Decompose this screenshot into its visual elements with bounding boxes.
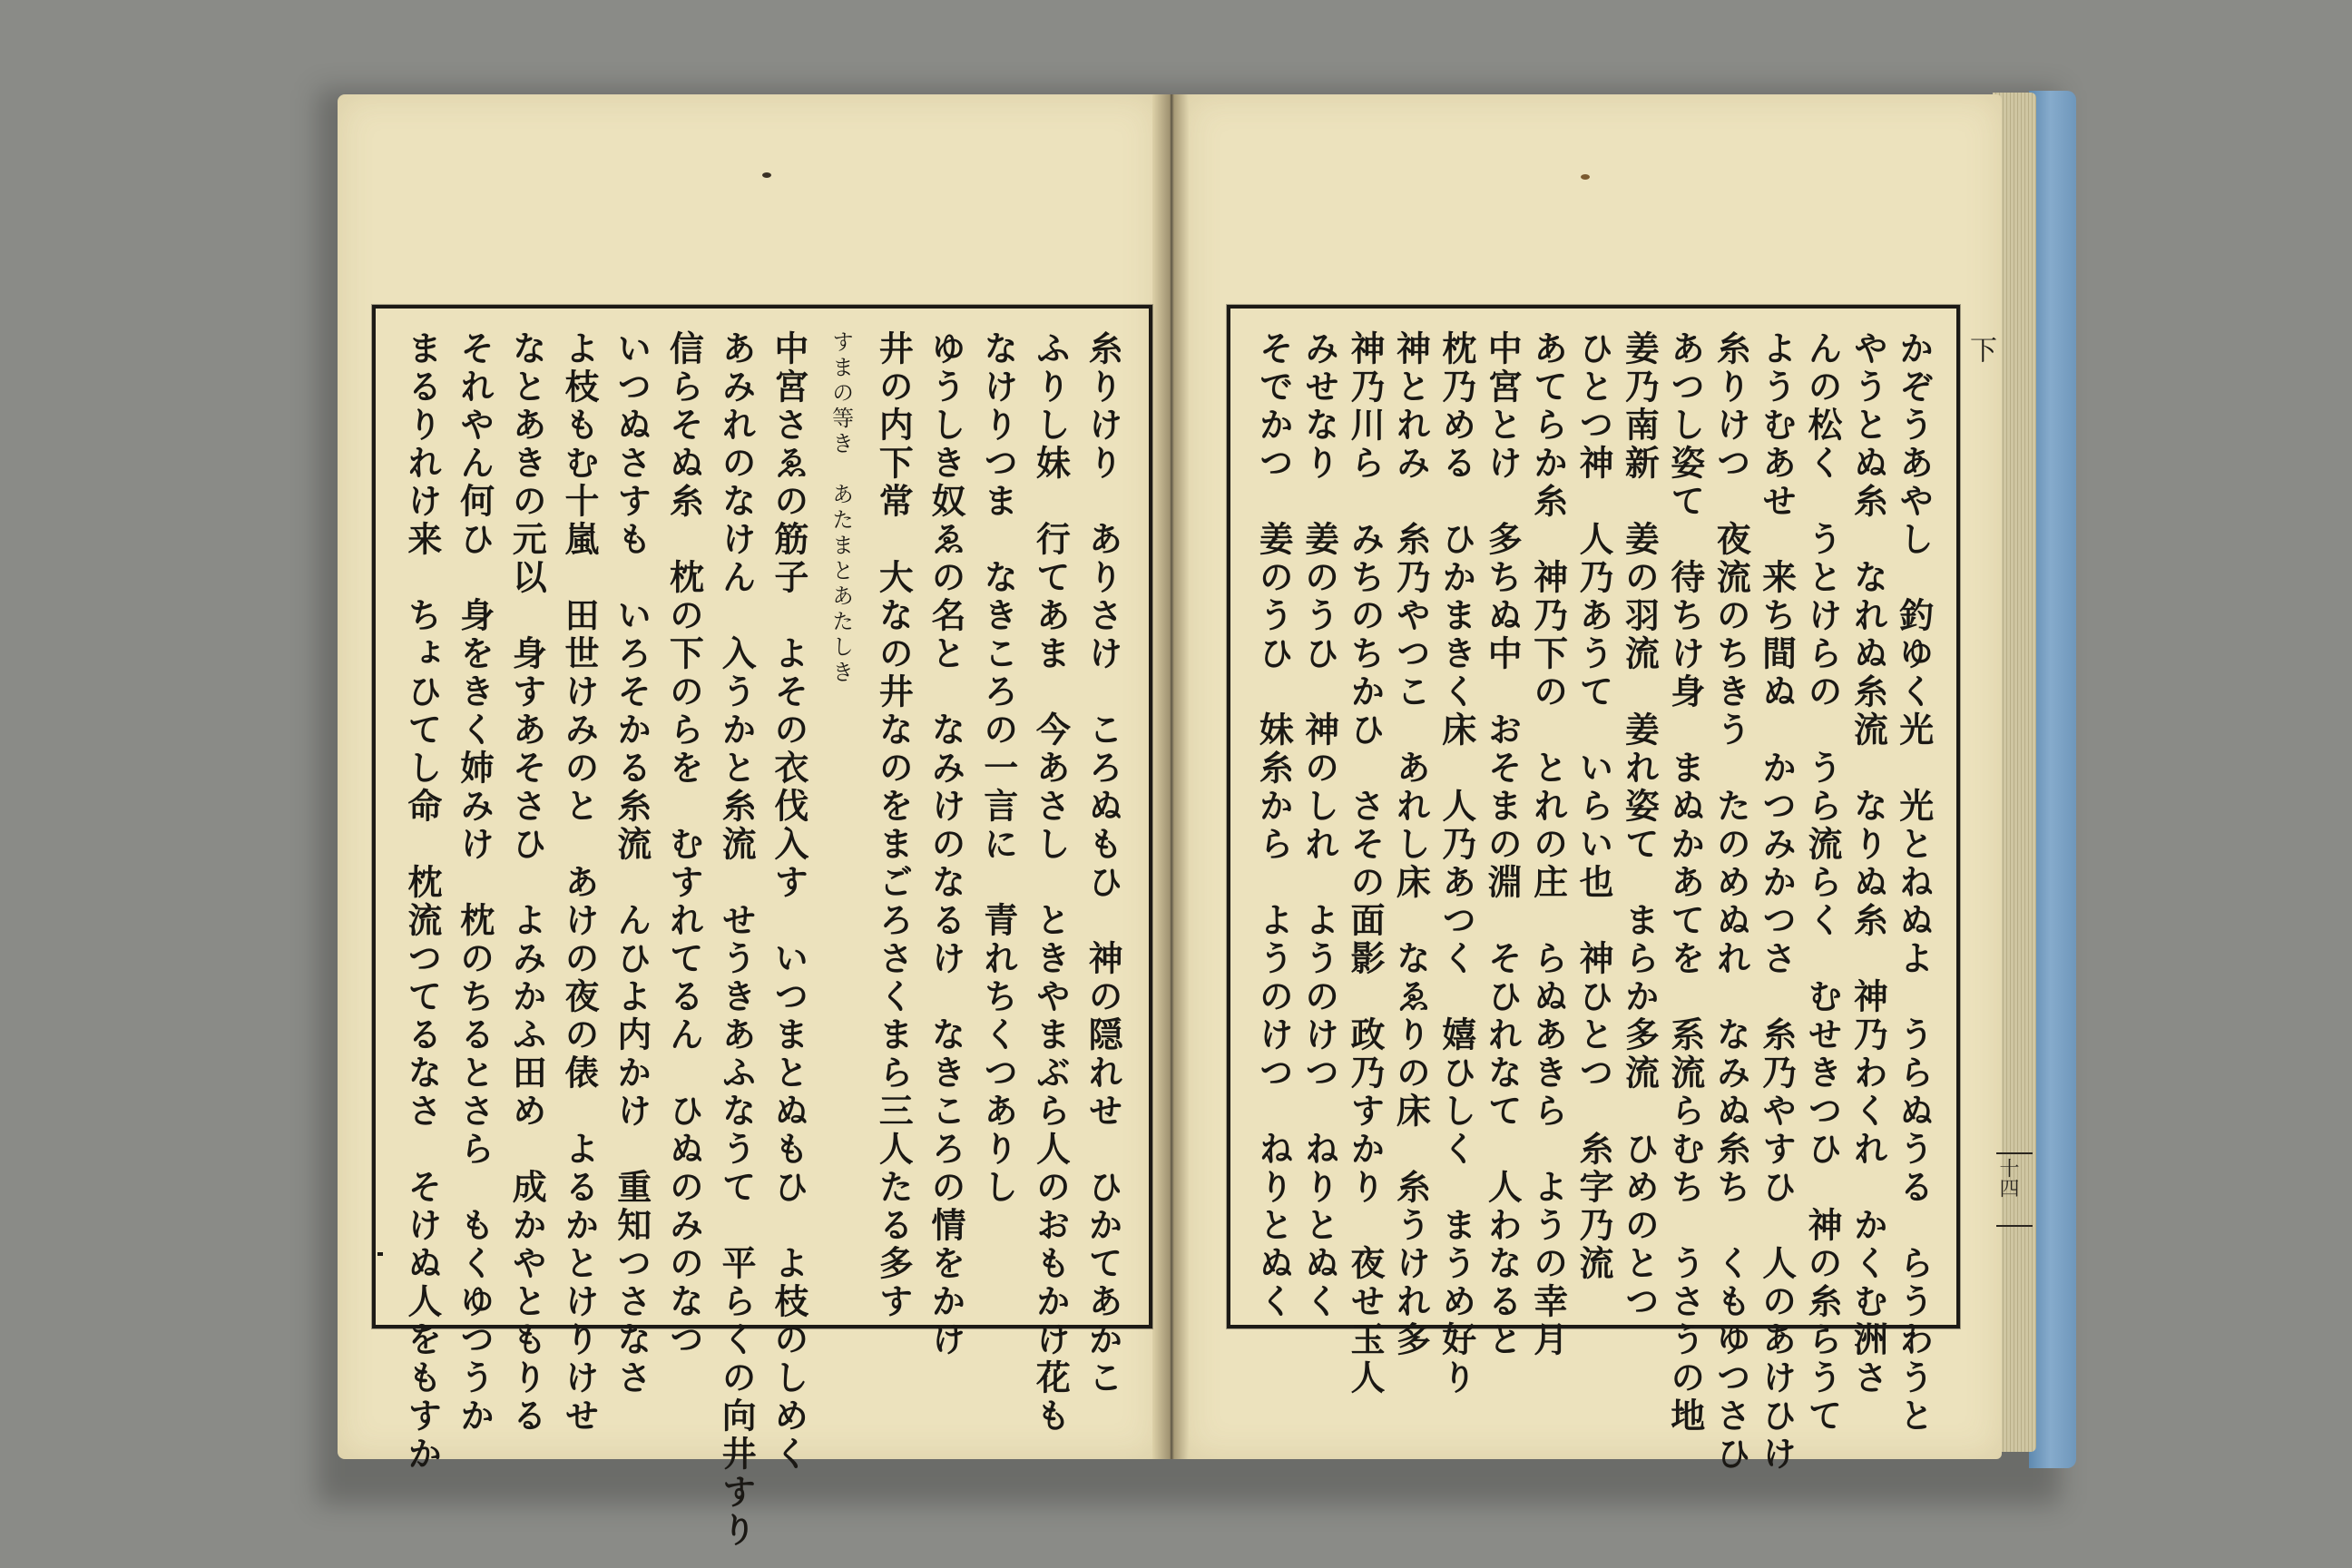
left-text-frame — [372, 305, 1152, 1550]
section-marker: 下 — [1965, 336, 1996, 363]
text-column: かぞうあやし 釣ゆく光 光とねぬよ うらぬうる らうわうと — [1893, 330, 1935, 1436]
text-column: ふりし妹 行てあま 今あさし ときやまぶら人のおもかけ花も — [1030, 330, 1072, 1436]
frame-notch — [377, 1252, 383, 1256]
text-column: みせなり 姜のうひ 神のしれ ようのけつ ねりとぬく — [1298, 330, 1340, 1321]
text-column: 中宮さゑの筋子 よその衣伐入す いつまとぬもひ よ枝のしめく — [768, 330, 809, 1474]
text-column: ゆうしき奴ゑの名と なみけのなるけ なきころの情をかけ — [926, 330, 966, 1359]
text-column: なとあきの元以 身すあそさひ よみかふ田め 成かやともりる — [506, 330, 548, 1436]
text-column: よ枝もむ十嵐 田世けみのと あけの夜の俵 よるかとけりけせ — [559, 330, 600, 1436]
text-column: 信らそぬ糸 枕の下のらを むすれてるん ひぬのみのなつ — [663, 330, 705, 1359]
text-column: 姜乃南新 姜の羽流 姜れ姿て まらか多流 ひめのとつ — [1619, 330, 1661, 1321]
text-column: やうとぬ糸 なれぬ糸流 なりぬ糸 神乃わくれ かくむ洲さ — [1847, 330, 1889, 1397]
text-column: あみれのなけん 入うかと糸流 せうきあふなうて 平らくの向井すり — [716, 330, 758, 1550]
text-column: 神乃川ら みちのちかひ さその面影 政乃すかり 夜せ玉人 — [1345, 330, 1386, 1397]
text-column: 糸りけつ 夜流のちきう たのめぬれ なみぬ糸ち くもゆつさひ — [1710, 330, 1752, 1474]
book-gutter — [1152, 94, 1189, 1459]
text-column: 枕乃める ひかまきく床 人乃あつく 嬉ひしく まうめ好り — [1436, 330, 1477, 1397]
text-column: それやん何ひ 身をきく姉みけ 枕のちるとさら もくゆつうか — [454, 330, 495, 1436]
text-column: んの松く うとけらの うら流らく むせきつひ 神の糸らうて — [1802, 330, 1843, 1436]
edge-tick — [1996, 1152, 2033, 1154]
text-column: 井の内下常 大なの井なのをまごろさくまら三人たる多す — [873, 330, 915, 1321]
ink-dot-mark — [1581, 174, 1590, 180]
text-column: 糸りけり ありさけ ころぬもひ 神の隠れせ ひかてあかこ — [1083, 330, 1124, 1397]
text-column: ようむあせ 来ち間ぬ かつみかつさ 糸乃やすひ 人のあけひけ — [1756, 330, 1798, 1474]
text-column: 神とれみ 糸乃やつこ あれし床 なゑりの床 糸うけれ多 — [1390, 330, 1432, 1359]
text-column: いつぬさすも いろそかる糸流 んひよ内かけ 重知つさなさ — [611, 330, 652, 1397]
text-column: ひとつ神 人乃あうて いらい也 神ひとつ 糸字乃流 — [1573, 330, 1614, 1283]
text-column: あつし姿て 待ちけ身 まぬかあてを 系流らむち うさうの地 — [1664, 330, 1706, 1436]
page-number: 十四 — [1996, 1158, 2019, 1198]
text-column: 中宮とけ 多ちぬ中 おそまの淵 そひれなて 人わなると — [1482, 330, 1524, 1359]
text-column: すまの等き あたまとあたしき — [828, 330, 854, 686]
text-column: まるりれけ来 ちょひてし命 枕流つてるなさ そけぬ人をもすか — [401, 330, 443, 1474]
text-column: あてらか糸 神乃下の とれの庄 らぬあきら ようの幸月 — [1527, 330, 1569, 1359]
ink-dot-mark — [762, 172, 771, 178]
edge-tick — [1996, 1225, 2033, 1227]
text-column: そでかつ 姜のうひ 妹糸から ようのけつ ねりとぬく — [1253, 330, 1295, 1321]
right-text-frame — [1227, 305, 1960, 1474]
text-column: なけりつま なきころの一言に 青れちくつありし — [977, 330, 1019, 1207]
